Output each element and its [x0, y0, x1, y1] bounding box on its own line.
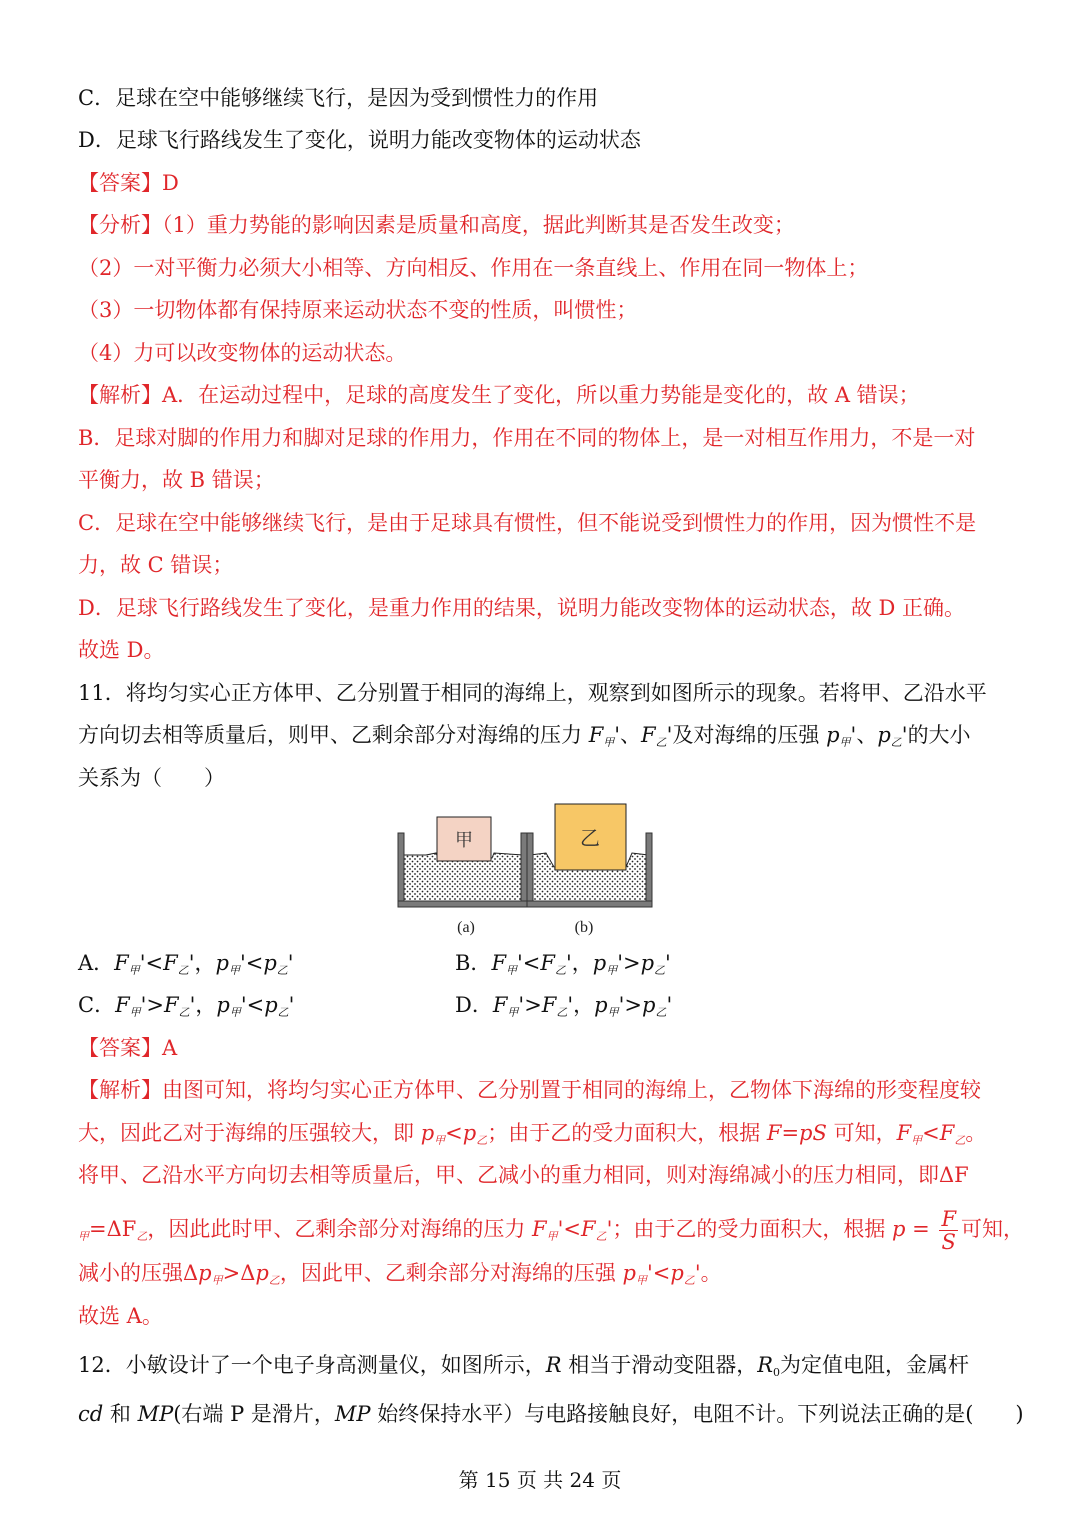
symbol-F: F	[580, 1217, 596, 1242]
symbol-p: p	[255, 1261, 269, 1285]
symbol-p: p	[592, 951, 607, 975]
solution-text: ，因此此时甲、乙剩余部分对海绵的压力	[147, 1217, 533, 1242]
symbol-p: p	[216, 993, 230, 1017]
symbol-R: R	[545, 1353, 562, 1377]
subscript-jia: 甲	[506, 964, 518, 977]
solution-text: 可知，	[826, 1121, 897, 1145]
q12-stem-line-2	[78, 1404, 1024, 1425]
analysis-tag: 【分析】	[78, 213, 162, 237]
container-b-left-wall	[527, 833, 533, 907]
symbol-p: p	[594, 993, 608, 1017]
symbol-R0: R	[757, 1353, 774, 1377]
symbol-p: p	[641, 993, 656, 1017]
symbol-F: F	[588, 723, 604, 747]
symbol-F: F	[896, 1121, 912, 1145]
q10-analysis-line-1	[78, 215, 795, 236]
answer-tag: 【答案】	[78, 171, 162, 195]
solution-text: 大，因此乙对于海绵的压强较大，即	[78, 1121, 421, 1145]
subscript-yi: 乙	[655, 1006, 667, 1019]
solution-text: ；由于乙的受力面积大，根据	[487, 1121, 767, 1145]
symbol-F: F	[114, 951, 129, 975]
symbol-p: p	[420, 1121, 435, 1145]
subscript-yi: 乙	[954, 1134, 966, 1147]
stem-text: 的大小	[907, 723, 971, 747]
q11-solution-line-2: 大，因此乙对于海绵的压强较大，即 $p_甲<p_乙$；由于乙的受力面积大，根据 F=pS 可知，$F_甲<F_乙$。	[78, 1121, 987, 1147]
subscript-yi: 乙	[277, 1006, 289, 1019]
subscript-yi: 乙	[654, 964, 666, 977]
q10-answer	[78, 173, 179, 194]
symbol-p: p	[826, 723, 840, 747]
q10-analysis-line-3: （3）一切物体都有保持原来运动状态不变的性质，叫惯性；	[78, 298, 638, 322]
subscript-yi: 乙	[177, 964, 189, 977]
symbol-F: F	[541, 993, 557, 1017]
container-a-left-wall	[398, 833, 404, 907]
symbol-p: p	[640, 951, 655, 975]
symbol-p: p	[462, 1121, 477, 1145]
subscript-jia: 甲	[603, 736, 615, 749]
q11-stem-line-3: 关系为（ ）	[78, 766, 225, 790]
container-a-right-wall	[521, 833, 527, 907]
q10-solution-line-5: 力，故 C 错误；	[78, 553, 234, 577]
subscript-jia: 甲	[78, 1230, 89, 1244]
subscript-jia: 甲	[129, 1006, 141, 1019]
subscript-jia: 甲	[434, 1134, 446, 1147]
option-letter: C．	[78, 993, 116, 1017]
q12-stem-line-1	[78, 1355, 969, 1378]
q10-solution-line-3: 平衡力，故 B 错误；	[78, 468, 275, 492]
q10-option-c: C．足球在空中能够继续飞行，是因为受到惯性力的作用	[78, 86, 599, 110]
subscript-yi: 乙	[556, 1006, 568, 1019]
subscript-jia: 甲	[839, 736, 851, 749]
solution-text: ；由于乙的受力面积大，根据	[612, 1217, 893, 1242]
answer-tag: 【答案】	[78, 1036, 162, 1060]
subscript-jia: 甲	[228, 964, 240, 977]
stem-text: 始终保持水平）与电路接触良好，电阻不计。下列说法正确的是( )	[370, 1402, 1024, 1426]
symbol-F: F	[163, 951, 178, 975]
subscript-yi: 乙	[595, 1230, 607, 1244]
symbol-p: p	[622, 1261, 636, 1285]
symbol-F: F	[164, 993, 179, 1017]
caption-b: (b)	[574, 919, 594, 936]
solution-text: ，因此甲、乙剩余部分对海绵的压强	[279, 1261, 623, 1285]
solution-text: 可知，	[961, 1217, 1025, 1242]
q10-analysis-line-4: （4）力可以改变物体的运动状态。	[78, 341, 407, 365]
stem-text: 方向切去相等质量后，则甲、乙剩余部分对海绵的压力	[78, 723, 589, 747]
answer-value: D	[162, 171, 179, 195]
q10-solution-line-1	[78, 385, 920, 406]
q11-solution-line-4: $_甲=\Delta F_乙$，因此此时甲、乙剩余部分对海绵的压力 $F_甲'<F_乙'$；由于乙的受力面积大，根据 p = $\frac{F}{S}$ 可知，	[78, 1207, 1025, 1255]
subscript-yi: 乙	[476, 1134, 488, 1147]
subscript-yi: 乙	[136, 1230, 148, 1244]
stem-text: (右端 P 是滑片，	[173, 1402, 335, 1426]
option-letter: B．	[455, 951, 492, 975]
subscript-jia: 甲	[911, 1134, 923, 1147]
stem-text: 为定值电阻，金属杆	[780, 1353, 970, 1377]
q11-conclusion: 故选 A。	[78, 1304, 163, 1328]
q10-solution-line-6: D．足球飞行路线发生了变化，是重力作用的结果，说明力能改变物体的运动状态，故 D 正确。	[78, 596, 966, 620]
subscript-yi: 乙	[268, 1274, 280, 1287]
block-yi-label: 乙	[580, 826, 600, 850]
stem-text: 相当于滑动变阻器，	[561, 1353, 758, 1377]
subscript-jia: 甲	[507, 1006, 519, 1019]
symbol-p: p	[264, 993, 278, 1017]
formula-fps: F=pS	[766, 1121, 827, 1145]
symbol-F: F	[641, 723, 656, 747]
option-letter: D．	[455, 993, 493, 1017]
q10-solution-line-2: B．足球对脚的作用力和脚对足球的作用力，作用在不同的物体上，是一对相互作用力，不是一对	[78, 426, 976, 450]
answer-value: A	[162, 1036, 178, 1060]
symbol-F: F	[492, 993, 508, 1017]
q10-option-d: D．足球飞行路线发生了变化，说明力能改变物体的运动状态	[78, 128, 641, 152]
q11-stem-line-2: 方向切去相等质量后，则甲、乙剩余部分对海绵的压力 $F_甲'$、$F_乙'$及对海绵的压强 $p_甲'$、$p_乙'$的大小	[78, 723, 971, 749]
symbol-F: F	[491, 951, 507, 975]
container-b-base	[527, 901, 652, 907]
q11-option-a: A．$F_甲'<F_乙'$，$p_甲'<p_乙'$	[78, 951, 294, 977]
analysis-text: （1）重力势能的影响因素是质量和高度，据此判断其是否发生改变；	[162, 213, 795, 237]
symbol-p: p	[892, 1217, 906, 1242]
symbol-p: p	[263, 951, 277, 975]
q11-solution-line-1	[78, 1080, 981, 1101]
subscript-jia: 甲	[211, 1274, 223, 1287]
subscript-0: 0	[773, 1366, 781, 1379]
q10-conclusion: 故选 D。	[78, 638, 165, 662]
q10-analysis-line-2: （2）一对平衡力必须大小相等、方向相反、作用在一条直线上、作用在同一物体上；	[78, 256, 869, 280]
symbol-F: F	[540, 951, 555, 975]
q11-option-b: B．$F_甲'<F_乙'$，$p_甲'>p_乙'$	[455, 951, 671, 977]
option-letter: A．	[78, 951, 115, 975]
stem-text: 及对海绵的压强	[672, 723, 827, 747]
subscript-jia: 甲	[607, 1006, 619, 1019]
subscript-jia: 甲	[635, 1274, 647, 1287]
block-jia-label: 甲	[455, 830, 473, 851]
subscript-yi: 乙	[683, 1274, 695, 1287]
subscript-jia: 甲	[229, 1006, 241, 1019]
symbol-MP: MP	[334, 1402, 371, 1426]
symbol-p: p	[877, 723, 891, 747]
symbol-p: p	[215, 951, 229, 975]
stem-text: 12．小敏设计了一个电子身高测量仪，如图所示，	[78, 1353, 546, 1377]
q11-option-d: D．$F_甲'>F_乙'$，$p_甲'>p_乙'$	[455, 993, 673, 1019]
container-b-right-wall	[646, 833, 652, 907]
stem-text: 和	[103, 1402, 138, 1426]
symbol-F: F	[939, 1121, 955, 1145]
subscript-yi: 乙	[178, 1006, 190, 1019]
symbol-F: F	[115, 993, 130, 1017]
q11-solution-line-3: 将甲、乙沿水平方向切去相等质量后，甲、乙减小的重力相同，则对海绵减小的压力相同，即ΔF	[78, 1163, 969, 1187]
container-a-base	[398, 901, 527, 907]
solution-text: 由图可知，将均匀实心正方体甲、乙分别置于相同的海绵上，乙物体下海绵的形变程度较	[162, 1078, 981, 1102]
subscript-jia: 甲	[128, 964, 140, 977]
symbol-F: F	[532, 1217, 547, 1242]
solution-text: 减小的压强Δ	[78, 1261, 199, 1285]
symbol-p: p	[198, 1261, 212, 1285]
solution-text: A．在运动过程中，足球的高度发生了变化，所以重力势能是变化的，故 A 错误；	[162, 383, 920, 407]
q11-solution-line-5: 减小的压强$\Delta p_甲>\Delta p_乙$，因此甲、乙剩余部分对海绵的压强 $p_甲'<p_乙'$。	[78, 1261, 722, 1287]
q10-solution-line-4: C．足球在空中能够继续飞行，是由于足球具有惯性，但不能说受到惯性力的作用，因为惯性不是	[78, 511, 977, 535]
solution-text: =ΔF	[89, 1217, 137, 1242]
solution-tag: 【解析】	[78, 1078, 162, 1102]
solution-text: 。	[700, 1261, 722, 1285]
q11-answer	[78, 1038, 177, 1059]
symbol-MP: MP	[137, 1402, 174, 1426]
symbol-p: p	[670, 1261, 684, 1285]
symbol-cd: cd	[78, 1402, 104, 1426]
page-footer: 第 15 页 共 24 页	[458, 1468, 622, 1492]
subscript-jia: 甲	[606, 964, 618, 977]
subscript-yi: 乙	[276, 964, 288, 977]
subscript-yi: 乙	[554, 964, 566, 977]
subscript-jia: 甲	[546, 1230, 558, 1244]
caption-a: (a)	[457, 919, 475, 936]
solution-tag: 【解析】	[78, 383, 162, 407]
sponge-figure	[396, 800, 658, 940]
q11-option-c: C．$F_甲'>F_乙'$，$p_甲'<p_乙'$	[78, 993, 295, 1019]
subscript-yi: 乙	[890, 736, 902, 749]
q11-stem-line-1: 11．将均匀实心正方体甲、乙分别置于相同的海绵上，观察到如图所示的现象。若将甲、乙沿水平	[78, 681, 987, 705]
formula-fraction: $\frac{F}{S}$	[941, 1207, 957, 1255]
subscript-yi: 乙	[655, 736, 667, 749]
